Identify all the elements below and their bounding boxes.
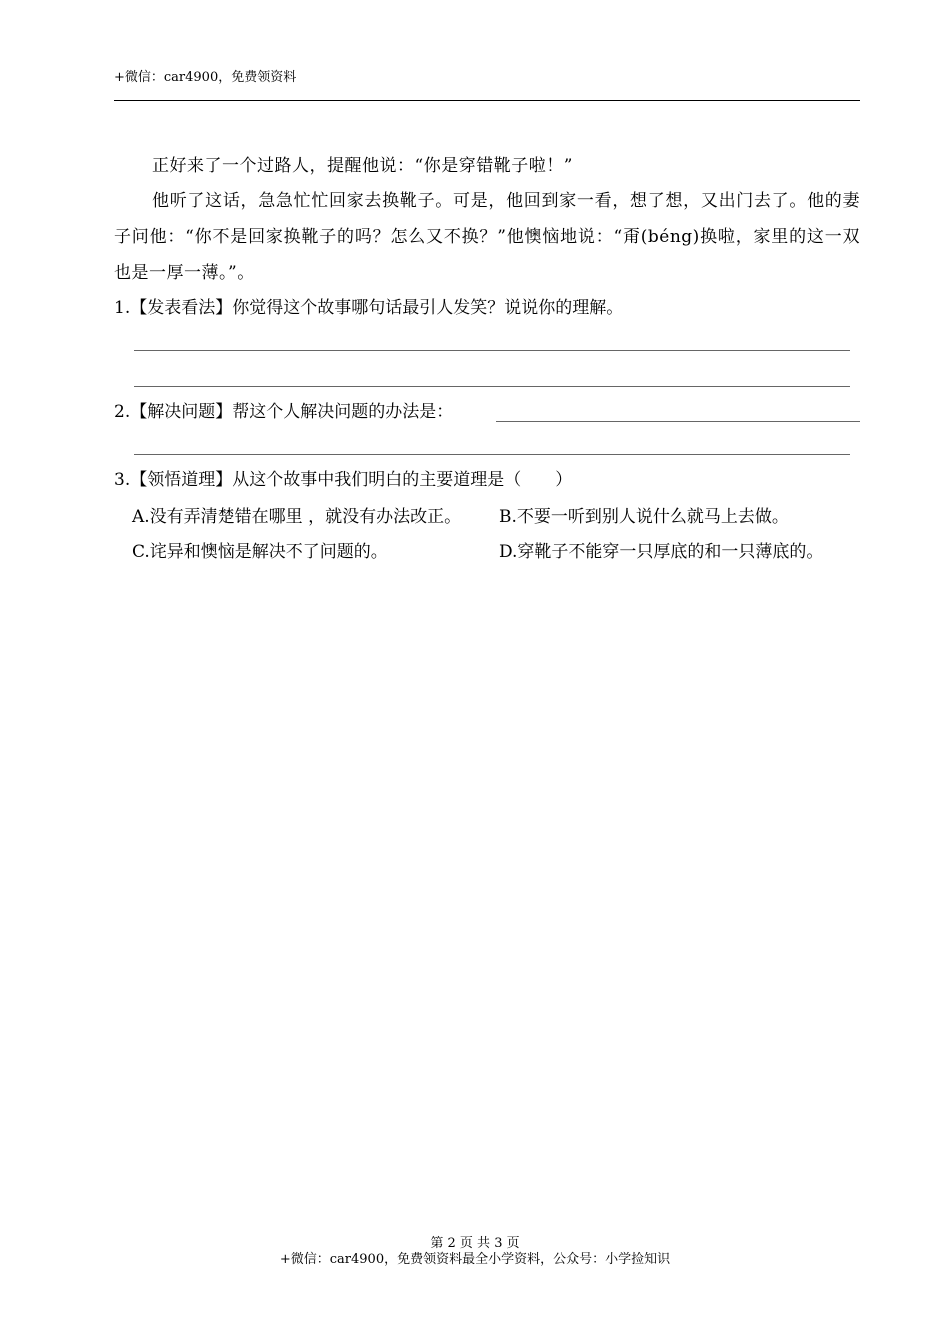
footer-watermark: +微信：car4900，免费领资料最全小学资料，公众号：小学捡知识 [279, 1252, 671, 1267]
story-paragraph-1: 正好来了一个过路人，提醒他说：“你是穿错靴子啦！” [152, 156, 573, 176]
option-a[interactable]: A.没有弄清楚错在哪里 ，就没有办法改正。 [132, 507, 462, 527]
header-watermark: +微信：car4900，免费领资料 [114, 70, 297, 85]
page-number: 第 2 页 共 3 页 [430, 1236, 520, 1251]
question-3: 3.【领悟道理】从这个故事中我们明白的主要道理是（ ） [114, 470, 573, 490]
answer-line-2b[interactable] [134, 454, 850, 455]
option-d[interactable]: D.穿靴子不能穿一只厚底的和一只薄底的。 [499, 542, 824, 562]
option-c[interactable]: C.诧异和懊恼是解决不了问题的。 [132, 542, 388, 562]
question-2: 2.【解决问题】帮这个人解决问题的办法是： [114, 402, 454, 422]
answer-line-1b[interactable] [134, 386, 850, 387]
option-b[interactable]: B.不要一听到别人说什么就马上去做。 [499, 507, 789, 527]
answer-line-2a[interactable] [496, 421, 860, 422]
story-paragraph-2: 他听了这话，急急忙忙回家去换靴子。可是，他回到家一看，想了想，又出门去了。他的妻子问他：“你不是回家换靴子的吗？怎么又不换？”他懊恼地说：“甭(béng)换啦，家里的这一双也是一厚一薄。”。 [114, 191, 860, 283]
header-rule [114, 100, 860, 101]
answer-line-1a[interactable] [134, 350, 850, 351]
question-1: 1.【发表看法】你觉得这个故事哪句话最引人发笑？说说你的理解。 [114, 298, 624, 318]
